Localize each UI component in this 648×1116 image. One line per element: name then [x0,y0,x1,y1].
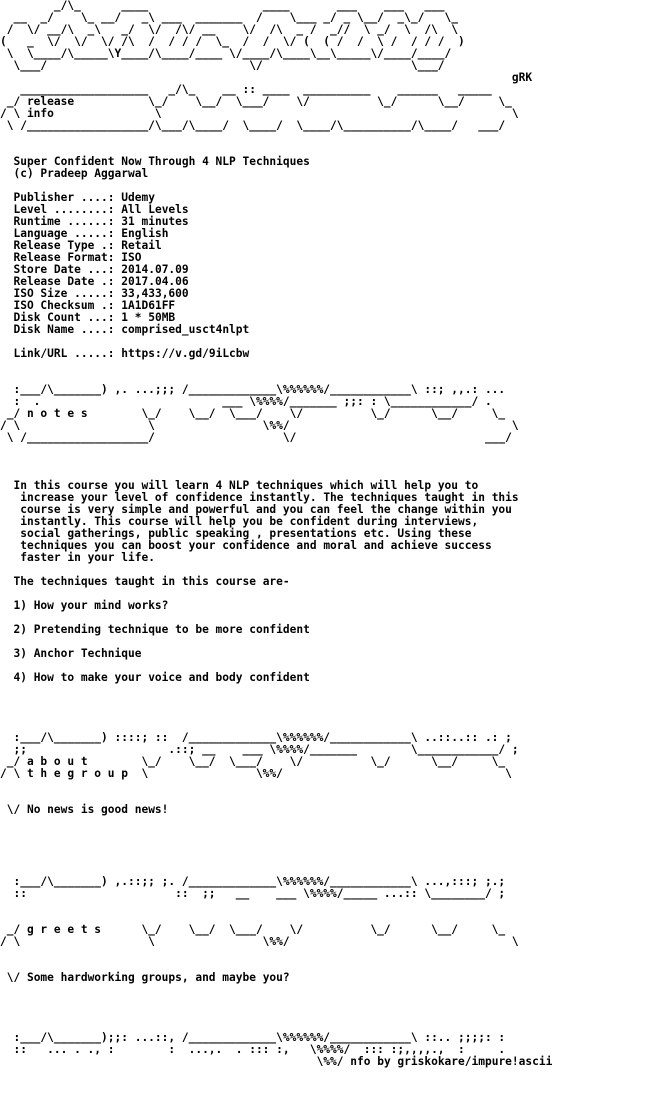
section-border: / \ info \ \ [0,107,519,120]
info-label: ISO Checksum .: [13,299,115,312]
section-release-info [0,84,648,408]
info-value: Udemy [121,191,155,204]
info-value: ISO [121,251,142,264]
banner-line: / \/ __/\ _\ _/ \/ /\/ __ \/ /\ _ / _// \ _/ \ /\ \ [0,23,459,36]
credit-text: nfo by griskokare/impure!ascii [350,1055,553,1068]
section-border: _/ a b o u t \_/ \__/ \___/ \/ \_/ \__/ \_ [0,755,506,768]
info-row [0,324,648,336]
notes-intro: The techniques taught in this course are- [13,575,290,588]
link-row [0,348,648,360]
section-border: :___/\_______);;: ...::, /_____________\%%%%%%/____________\ ::.. ;;;;: : [0,1031,506,1044]
notes-paragraph-line: In this course you will learn 4 NLP techniques which will help you to [13,479,479,492]
section-border: / \ \ \%%/ \ [0,935,519,948]
section-border: _/ g r e e t s \_/ \__/ \___/ \/ \_/ \__/ \_ [0,923,506,936]
banner-line: _/\_ ____ ____ ___ ___ ___ [0,0,445,12]
section-border: ;; .::; __ ___ \%%%%/_______ \____________/ ; [0,743,519,756]
about-text: \/ No news is good news! [0,803,169,816]
info-label: Disk Count ...: [13,311,115,324]
section-border: :___/\_______) ,. ...;;; /_____________\%%%%%%/____________\ ::; ,,.: ... [0,383,506,396]
info-label: Level ........: [13,203,115,216]
info-label: ISO Size .....: [13,287,115,300]
banner-line: __ _/ \_ __/ _\ ___ _______ / \___ _/ _ \__/ _\_/ \_ [0,11,459,24]
info-value: comprised_usct4nlpt [121,323,250,336]
section-border: :___/\_______) ::::; :: /_____________\%%%%%%/____________\ ..::..:: .: ; [0,731,512,744]
info-label: Language .....: [13,227,115,240]
section-greets [0,924,648,1056]
section-border: :: :: ;; __ ___ \%%%%/_____ ...:: \________/ ; [0,887,506,900]
notes-item: 3) Anchor Technique [13,647,142,660]
info-value: 31 minutes [121,215,189,228]
info-label: Store Date ...: [13,263,115,276]
release-copyright: (c) Pradeep Aggarwal [13,167,149,180]
section-border: \ /__________________/ \/ ___/ [0,431,512,444]
link-label: Link/URL .....: [13,347,115,360]
release-title: Super Confident Now Through 4 NLP Techniques [13,155,310,168]
info-value: 1 * 50MB [121,311,176,324]
info-value: 33,433,600 [121,287,189,300]
notes-paragraph-line: instantly. This course will help you be confident during interviews, [13,515,479,528]
info-value: 2014.07.09 [121,263,189,276]
footer-art: \%%/ [0,1055,344,1068]
signature: gRK [511,71,533,84]
section-border: ___________________ _/\_ __ :: ____ __________ ______ _____ [0,83,492,96]
info-value: 1A1D61FF [121,299,176,312]
notes-paragraph-line: social gatherings, public speaking , presentations etc. Using these [13,527,472,540]
section-border: / \ t h e g r o u p \ \%%/ \ [0,767,512,780]
info-value: Retail [121,239,162,252]
info-label: Release Date .: [13,275,115,288]
info-value: English [121,227,169,240]
section-border: / \ \ \%%/ \ [0,419,519,432]
footer-line [0,1056,648,1068]
info-label: Publisher ....: [13,191,115,204]
banner-line: \ \____/\_____\Y____/\____/____ \/____/\____\__\_____\/____/____/ [0,47,452,60]
info-label: Disk Name ....: [13,323,115,336]
info-value: 2017.04.06 [121,275,189,288]
notes-item: 2) Pretending technique to be more confident [13,623,310,636]
section-about-the-group [0,756,648,900]
section-notes [0,408,648,756]
section-border: : . ___ \%%%%/_______ ;;: : \____________/ . [0,395,492,408]
banner-line: \___/ \/ \___/ [0,59,445,72]
ascii-banner [0,0,648,72]
notes-item: 1) How your mind works? [13,599,169,612]
info-label: Release Format: [13,251,115,264]
notes-paragraph-line: techniques you can boost your confidence and moral and achieve success [13,539,492,552]
section-border: :: ... . ., : : ...,. . ::: :, \%%%%/ ::: :;,,,,., : . [0,1043,506,1056]
link-url[interactable]: https://v.gd/9iLcbw [121,347,250,360]
info-value: All Levels [121,203,189,216]
section-border: \ /__________________/\___/\____/ \____/ \____/\__________/\____/ ___/ [0,119,506,132]
banner-line: ( _ \/ \/ \/ /\ / / / / \_ / / \/ ( ( / / \ / / / / ) [0,35,465,48]
info-label: Runtime ......: [13,215,115,228]
section-border: _/ release \_/ \__/ \___/ \/ \_/ \__/ \_ [0,95,512,108]
section-border: _/ n o t e s \_/ \__/ \___/ \/ \_/ \__/ \_ [0,407,506,420]
section-border: :___/\_______) ,.::;; ;. /_____________\%%%%%%/____________\ ...,:::; ;.; [0,875,506,888]
greets-text: \/ Some hardworking groups, and maybe you? [0,971,290,984]
notes-item: 4) How to make your voice and body confident [13,671,310,684]
notes-paragraph-line: increase your level of confidence instantly. The techniques taught in this [13,491,519,504]
notes-paragraph-line: course is very simple and powerful and you can feel the change within you [13,503,512,516]
info-label: Release Type .: [13,239,115,252]
notes-paragraph-line: faster in your life. [13,551,155,564]
